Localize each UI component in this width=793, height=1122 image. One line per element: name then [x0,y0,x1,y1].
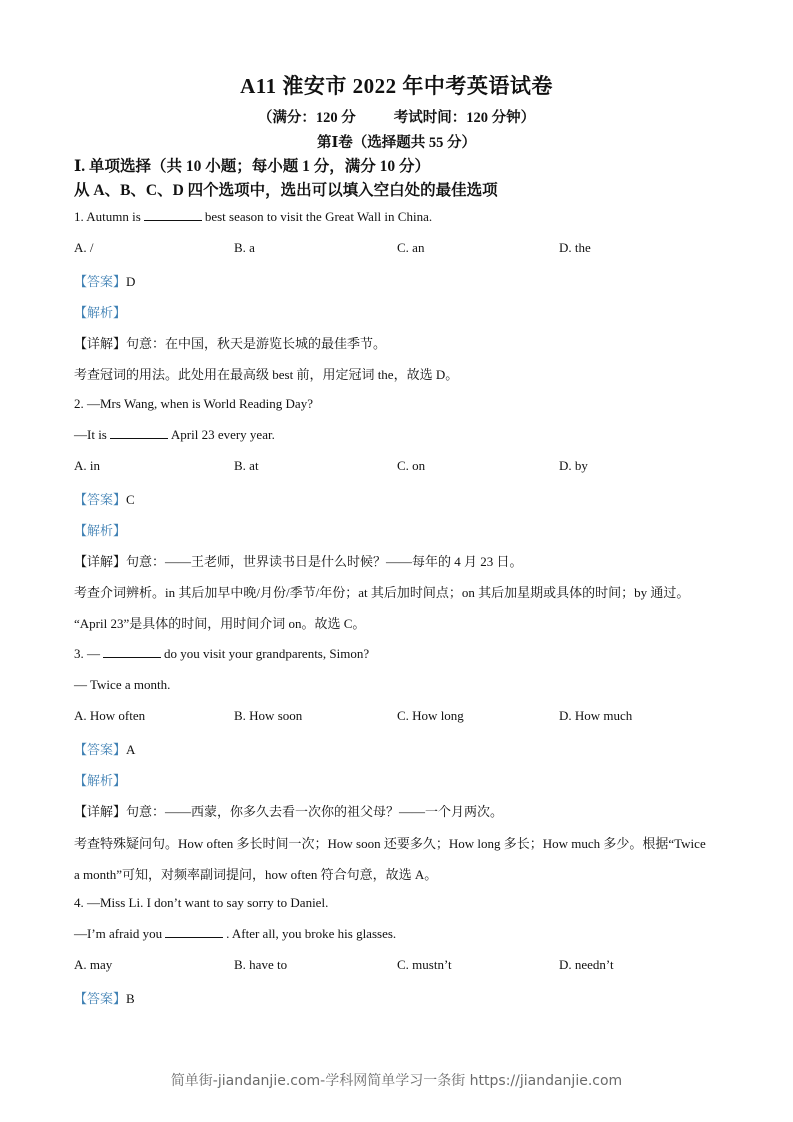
question-3-explanation-1: 考查特殊疑问句。How often 多长时间一次；How soon 还要多久；How long 多长；How much 多少。根据“Twice [74,836,706,851]
question-3-analysis-label: 【解析】 [74,773,127,788]
question-1-detail: 【详解】句意：在中国，秋天是游览长城的最佳季节。 [74,336,387,351]
question-2-options [74,458,734,476]
option-c: C. an [397,240,425,255]
volume-title: 第Ⅰ卷（选择题共 55 分） [316,135,477,151]
option-a: A. in [74,458,100,473]
question-3-detail: 【详解】句意：——西蒙，你多久去看一次你的祖父母？——一个月两次。 [74,804,504,819]
question-2-detail: 【详解】句意：——王老师，世界读书日是什么时候？——每年的 4 月 23 日。 [74,554,523,569]
option-a: A. may [74,957,113,972]
answer-blank [165,927,223,938]
option-b: B. have to [234,957,288,972]
option-d: D. by [559,458,588,473]
option-b: B. How soon [234,708,303,723]
option-c: C. on [397,458,426,473]
question-1-explanation: 考查冠词的用法。此处用在最高级 best 前，用定冠词 the，故选 D。 [74,367,459,382]
question-1-options [74,240,734,258]
score-info: （满分：120 分 [257,110,356,126]
question-3-options [74,708,734,726]
question-1-analysis-label: 【解析】 [74,305,127,320]
section-heading: Ⅰ. 单项选择（共 10 小题；每小题 1 分，满分 10 分） [74,158,431,175]
question-3-reply: — Twice a month. [74,677,171,692]
question-4-reply: —I’m afraid you . After all, you broke his glasses. [74,926,397,941]
option-b: B. a [234,240,255,255]
option-a: A. / [74,240,94,255]
section-instruction: 从 A、B、C、D 四个选项中，选出可以填入空白处的最佳选项 [74,182,498,199]
exam-title: A11 淮安市 2022 年中考英语试卷 [240,74,553,98]
time-info: 考试时间：120 分钟） [393,110,536,126]
option-a: A. How often [74,708,146,723]
question-2-stem: 2. —Mrs Wang, when is World Reading Day? [74,396,313,411]
answer-blank [103,647,161,658]
question-2-answer: 【答案】C [74,492,135,507]
question-4-options [74,957,734,975]
option-c: C. How long [397,708,464,723]
question-3-answer: 【答案】A [74,742,136,757]
answer-blank [144,210,202,221]
footer-watermark: 简单街-jiandanjie.com-学科网简单学习一条街 https://jiandanjie.com [170,1073,623,1089]
option-d: D. How much [559,708,633,723]
question-2-explanation-1: 考查介词辨析。in 其后加早中晚/月份/季节/年份；at 其后加时间点；on 其后加星期或具体的时间；by 通过。 [74,585,690,600]
question-4-answer: 【答案】B [74,991,135,1006]
question-3-explanation-2: a month”可知，对频率副词提问，how often 符合句意，故选 A。 [74,867,438,882]
answer-blank [110,428,168,439]
question-3-stem: 3. — do you visit your grandparents, Simon? [74,646,370,661]
option-d: D. the [559,240,591,255]
question-4-stem: 4. —Miss Li. I don’t want to say sorry to Daniel. [74,895,329,910]
option-b: B. at [234,458,259,473]
question-2-explanation-2: “April 23”是具体的时间，用时间介词 on。故选 C。 [74,616,366,631]
option-c: C. mustn’t [397,957,452,972]
option-d: D. needn’t [559,957,614,972]
exam-meta [0,106,793,127]
question-1-answer: 【答案】D [74,274,136,289]
question-1-stem: 1. Autumn is best season to visit the Great Wall in China. [74,209,433,224]
question-2-reply: —It is April 23 every year. [74,427,275,442]
question-2-analysis-label: 【解析】 [74,523,127,538]
